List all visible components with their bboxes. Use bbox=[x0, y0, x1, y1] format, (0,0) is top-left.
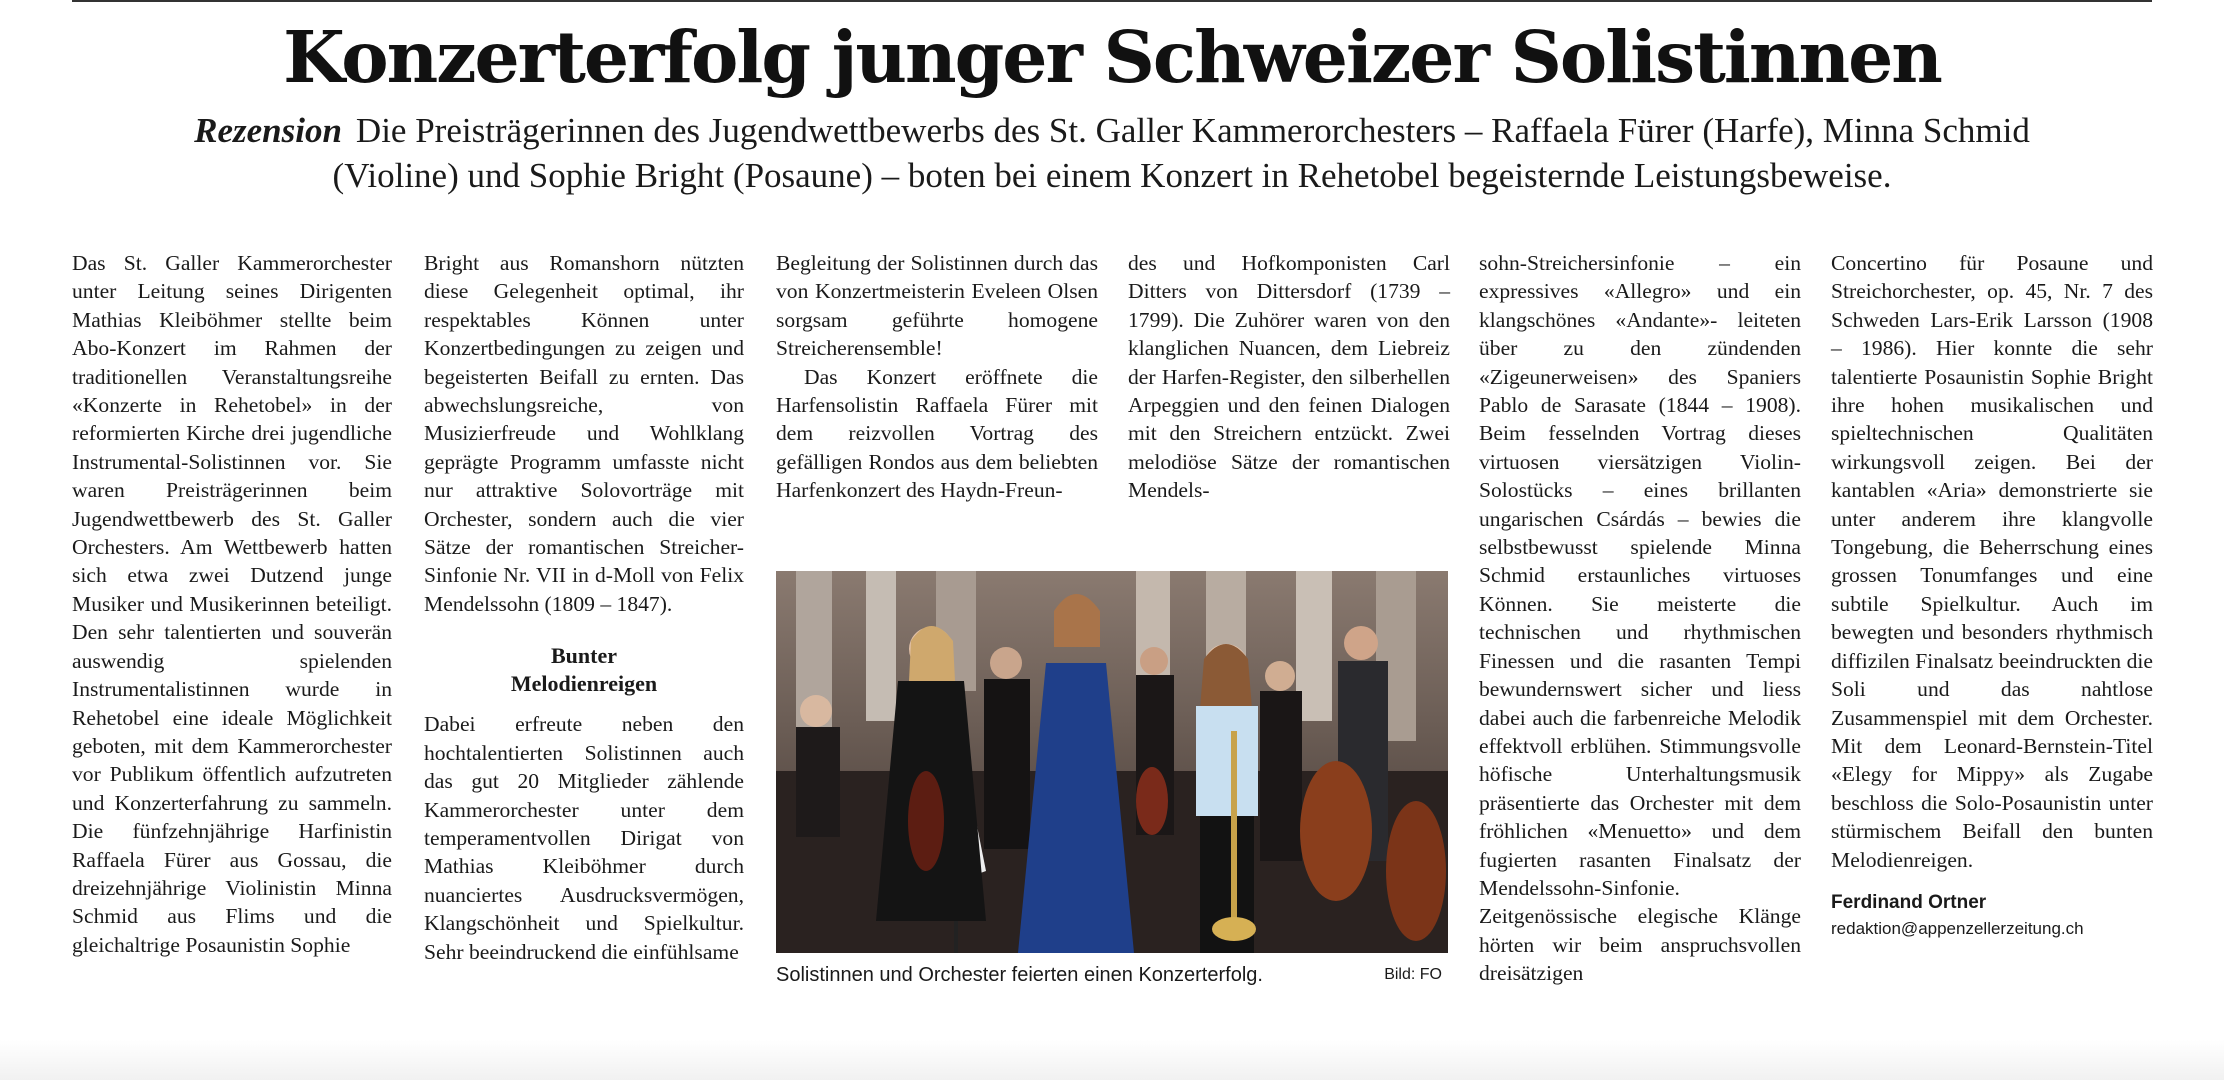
subheading-line-2: Melodienreigen bbox=[510, 671, 658, 697]
column-1 bbox=[72, 249, 392, 959]
photo-credit: Bild: FO bbox=[1384, 966, 1442, 983]
column-1-text: Das St. Galler Kammerorchester unter Leitung seines Dirigenten Mathias Kleiböhmer stellte beim Abo-Konzert im Rahmen der traditionellen Veranstaltungsreihe «Konzerte in Rehetobel» in der reformierten Kirche drei jugendliche Instrumental-Solistinnen vor. Sie waren Preisträgerinnen beim Jugendwettbewerb des St. Galler Orchesters. Am Wettbewerb hatten sich etwa zwei Dutzend junge Musiker und Musikerinnen beteiligt. Den sehr talentierten und souverän auswendig spielenden Instrumentalistinnen wurde in Rehetobel eine ideale Möglichkeit geboten, mit dem Kammerorchester vor Publikum öffentlich aufzutreten und Konzerterfahrung zu sammeln. Die fünfzehnjährige Harfinistin Raffaela Fürer aus Gossau, die dreizehnjährige Violinistin Minna Schmid aus Flims und die gleichaltrige Posaunistin Sophie bbox=[72, 251, 392, 957]
concert-photo bbox=[776, 571, 1448, 953]
column-5 bbox=[1479, 249, 1801, 988]
photo-caption bbox=[776, 962, 1448, 988]
column-2-text-b: Dabei erfreute neben den hochtalentierten Solistinnen auch das gut 20 Mitglieder zählende Kammerorchester unter dem temperamentvollen Dirigat von Mathias Kleiböhmer durch nuanciertes Ausdrucksvermögen, Klangschönheit und Spielkultur. Sehr beeindruckend die einfühlsame bbox=[424, 712, 744, 964]
column-4-text: des und Hofkomponisten Carl Ditters von Dittersdorf (1739 – 1799). Die Zuhörer waren von den klanglichen Nuancen, dem Liebreiz der Harfen-Register, den silberhellen Arpeggien und den feinen Dialogen mit den Streichern entzückt. Zwei melodiöse Sätze der romantischen Mendels- bbox=[1128, 251, 1450, 503]
column-6 bbox=[1831, 249, 2153, 942]
column-5-text: sohn-Streichersinfonie – ein expressives «Allegro» und ein klangschönes «Andante»- leiteten über zu den zündenden «Zigeunerweisen» des Spaniers Pablo de Sarasate (1844 – 1908). Beim fesselnden Vortrag dieses virtuosen viersätzigen Violin-Solostücks – eines brillanten ungarischen Csárdás – bewies die selbstbewusst spielende Minna Schmid erstaunliches virtuoses Können. Sie meisterte die technischen und rhythmischen Finessen und die rasanten Tempi bewundernswert sicher und liess dabei auch die farbenreiche Melodik effektvoll erblühen. Stimmungsvolle höfische Unterhaltungsmusik präsentierte das Orchester mit dem fröhlichen «Menuetto» und dem fugierten rasanten Finalsatz der Mendelssohn-Sinfonie. Zeitgenössische elegische Klänge hörten wir beim anspruchsvollen dreisätzigen bbox=[1479, 251, 1801, 986]
lede-text: Die Preisträgerinnen des Jugendwettbewerbs des St. Galler Kammerorchesters – Raffaela Fürer (Harfe), Minna Schmid (Violine) und Sophie Bright (Posaune) – boten bei einem Konzert in Rehetobel begeisternde Leistungsbeweise. bbox=[332, 111, 2030, 195]
column-3-text-a: Begleitung der Solistinnen durch das von Konzertmeisterin Eveleen Olsen sorgsam geführte homogene Streicherensemble! bbox=[776, 251, 1098, 361]
column-2 bbox=[424, 249, 744, 966]
column-3 bbox=[776, 249, 1098, 505]
column-2-text-a: Bright aus Romanshorn nützten diese Gelegenheit optimal, ihr respektables Können unter Konzertbedingungen zu zeigen und begeisterten Beifall zu ernten. Das abwechslungsreiche, von Musizierfreude und Wohlklang geprägte Programm umfasste nicht nur attraktive Solovorträge mit Orchester, sondern auch die vier Sätze der romantischen Streicher-Sinfonie Nr. VII in d-Moll von Felix Mendelssohn (1809 – 1847). bbox=[424, 251, 744, 616]
author-byline: Ferdinand Ortner bbox=[1831, 891, 1987, 913]
top-rule bbox=[72, 0, 2152, 2]
subheading bbox=[424, 642, 744, 698]
subheading-line-1: Bunter bbox=[551, 643, 617, 669]
column-6-text: Concertino für Posaune und Streichorchester, op. 45, Nr. 7 des Schweden Lars-Erik Larsson (1908 – 1986). Hier konnte die sehr talentierte Posaunistin Sophie Bright ihre hohen musikalischen und spieltechnischen Qualitäten wirkungsvoll zeigen. Bei der kantablen «Aria» demonstrierte sie unter anderem ihre klangvolle Tongebung, die Beherrschung eines grossen Tonumfanges und eine subtile Spielkultur. Auch im bewegten und besonders rhythmisch diffizilen Finalsatz beeindruckten die Soli und das nahtlose Zusammenspiel mit dem Orchester. Mit dem Leonard-Bernstein-Titel «Elegy for Mippy» als Zugabe beschloss die Solo-Posaunistin unter stürmischem Beifall den bunten Melodienreigen. bbox=[1831, 251, 2153, 872]
author-email: redaktion@appenzellerzeitung.ch bbox=[1831, 918, 2084, 938]
lede bbox=[140, 108, 2084, 198]
column-4 bbox=[1128, 249, 1450, 505]
kicker: Rezension bbox=[194, 111, 342, 150]
page-shadow bbox=[0, 1040, 2224, 1080]
concert-photo-illustration bbox=[776, 571, 1448, 953]
caption-text: Solistinnen und Orchester feierten einen Konzerterfolg. bbox=[776, 964, 1263, 986]
column-3-text-b: Das Konzert eröffnete die Harfensolistin Raffaela Fürer mit dem reizvollen Vortrag des gefälligen Rondos aus dem beliebten Harfenkonzert des Haydn-Freun- bbox=[776, 364, 1098, 503]
headline: Konzerterfolg junger Schweizer Solistinnen bbox=[283, 15, 1941, 99]
